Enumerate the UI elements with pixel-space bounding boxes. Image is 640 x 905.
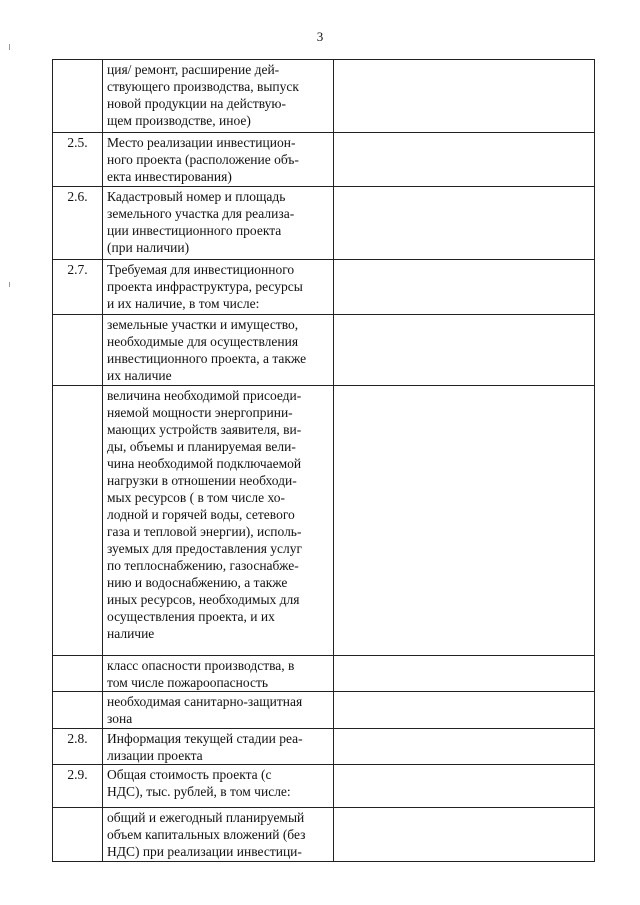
row-value-cell[interactable] [334,765,595,808]
row-description: величина необходимой присоеди- няемой мощности энергоприни- мающих устройств заявителя, ви- ды, объемы и планируемая вели- чина необходимой подключаемой нагрузки в отношении необходи- мых ресурсов ( в том числе хо- лодной и горячей воды, сетевого газа и тепловой энергии), исполь- зуемых для предоставления услуг по теплоснабжению, газоснабже- нию и водоснабжению, а также иных ресурсов, необходимых для осуществления проекта, и их наличие [107,388,303,641]
row-number: 2.7. [67,262,88,277]
row-number: 2.6. [67,189,88,204]
row-number-cell [53,386,103,656]
row-number-cell [53,656,103,692]
table-row [53,808,595,862]
row-number-cell [53,765,103,808]
row-description-cell [103,729,334,765]
table-row [53,315,595,386]
row-description: Кадастровый номер и площадь земельного участка для реализа- ции инвестиционного проекта (при наличии) [107,189,295,255]
scan-margin-mark [9,282,10,287]
row-number-cell [53,808,103,862]
row-number-cell [53,729,103,765]
row-description-cell [103,260,334,315]
row-number: 2.5. [67,135,88,150]
row-description-cell [103,765,334,808]
row-value-cell[interactable] [334,692,595,729]
row-description-cell [103,133,334,187]
row-description-cell [103,692,334,729]
table-row [53,187,595,260]
row-value-cell[interactable] [334,656,595,692]
row-number-cell [53,187,103,260]
row-description-cell [103,187,334,260]
row-value-cell[interactable] [334,133,595,187]
row-value-cell[interactable] [334,187,595,260]
row-description-cell [103,656,334,692]
row-description-cell [103,386,334,656]
row-number-cell [53,315,103,386]
table-row [53,260,595,315]
row-value-cell[interactable] [334,808,595,862]
row-description: ция/ ремонт, расширение дей- ствующего производства, выпуск новой продукции на действую- щем производстве, иное) [107,62,299,128]
row-number-cell [53,133,103,187]
table-row [53,656,595,692]
row-description: земельные участки и имущество, необходимые для осуществления инвестиционного проекта, а также их наличие [107,317,307,383]
table-body [53,60,595,862]
table-row [53,133,595,187]
row-value-cell[interactable] [334,260,595,315]
table-row [53,692,595,729]
row-description-cell [103,315,334,386]
row-description: Требуемая для инвестиционного проекта инфраструктура, ресурсы и их наличие, в том числе: [107,262,303,311]
table-row [53,765,595,808]
row-number-cell [53,260,103,315]
row-number: 2.9. [67,767,88,782]
row-value-cell[interactable] [334,729,595,765]
table-row [53,60,595,133]
table-row [53,729,595,765]
row-value-cell[interactable] [334,386,595,656]
row-description-cell [103,808,334,862]
row-description: Место реализации инвестицион- ного проекта (расположение объ- екта инвестирования) [107,135,299,184]
row-description: Информация текущей стадии реа- лизации проекта [107,731,303,763]
row-description: необходимая санитарно-защитная зона [107,694,303,726]
row-description-cell [103,60,334,133]
row-description: класс опасности производства, в том числе пожароопасность [107,658,295,690]
row-description: Общая стоимость проекта (с НДС), тыс. рублей, в том числе: [107,767,291,799]
row-number-cell [53,60,103,133]
row-value-cell[interactable] [334,315,595,386]
row-value-cell[interactable] [334,60,595,133]
row-number-cell [53,692,103,729]
row-number: 2.8. [67,731,88,746]
table-row [53,386,595,656]
row-description: общий и ежегодный планируемый объем капитальных вложений (без НДС) при реализации инвестици- [107,810,306,859]
page-number: 3 [316,29,324,44]
application-table [52,59,595,862]
